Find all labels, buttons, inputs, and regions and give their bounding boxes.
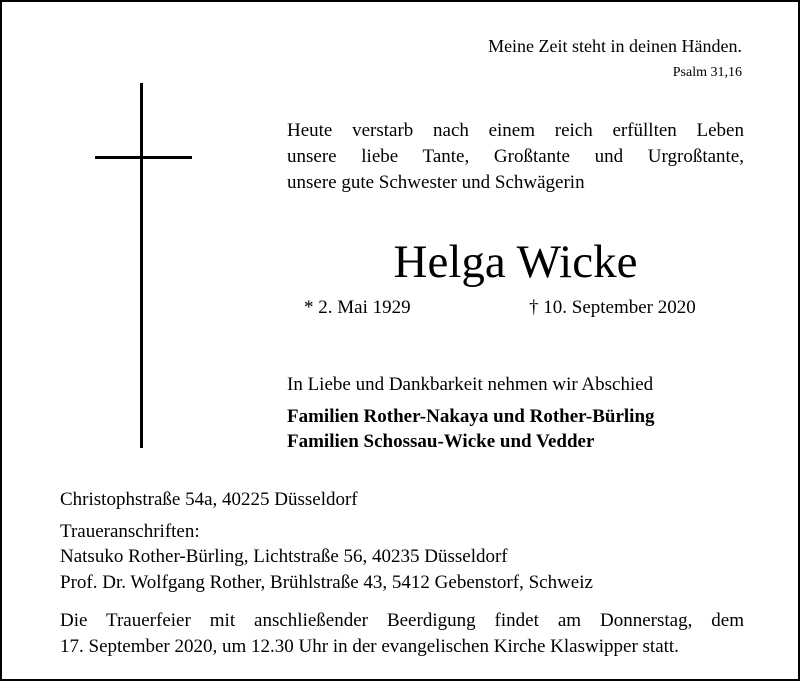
condolence-addresses-heading: Traueranschriften: — [60, 521, 200, 542]
cross-horizontal-bar — [95, 156, 192, 159]
intro-line-1: Heute verstarb nach einem reich erfüllten Leben — [287, 120, 744, 141]
family-line-1: Familien Rother-Nakaya und Rother-Bürling — [287, 406, 655, 427]
home-address: Christophstraße 54a, 40225 Düsseldorf — [60, 489, 358, 510]
cross-vertical-bar — [140, 83, 143, 448]
intro-line-3: unsere gute Schwester und Schwägerin — [287, 172, 585, 193]
death-date: † 10. September 2020 — [529, 297, 696, 318]
ceremony-line-1: Die Trauerfeier mit anschließender Beerdigung findet am Donnerstag, dem — [60, 610, 744, 631]
farewell-text: In Liebe und Dankbarkeit nehmen wir Abschied — [287, 374, 654, 395]
family-line-2: Familien Schossau-Wicke und Vedder — [287, 431, 595, 452]
condolence-address-2: Prof. Dr. Wolfgang Rother, Brühlstraße 43, 5412 Gebenstorf, Schweiz — [60, 572, 593, 593]
intro-text — [287, 118, 744, 196]
ceremony-line-2: 17. September 2020, um 12.30 Uhr in der evangelischen Kirche Klaswipper statt. — [60, 636, 679, 657]
condolence-address-1: Natsuko Rother-Bürling, Lichtstraße 56, 40235 Düsseldorf — [60, 546, 508, 567]
intro-line-2: unsere liebe Tante, Großtante und Urgroßtante, — [287, 146, 744, 167]
deceased-name: Helga Wicke — [393, 236, 638, 288]
ceremony-info — [60, 608, 744, 660]
motto-quote: Meine Zeit steht in deinen Händen. — [488, 36, 742, 56]
birth-date: * 2. Mai 1929 — [304, 297, 411, 318]
motto-source: Psalm 31,16 — [672, 65, 742, 80]
